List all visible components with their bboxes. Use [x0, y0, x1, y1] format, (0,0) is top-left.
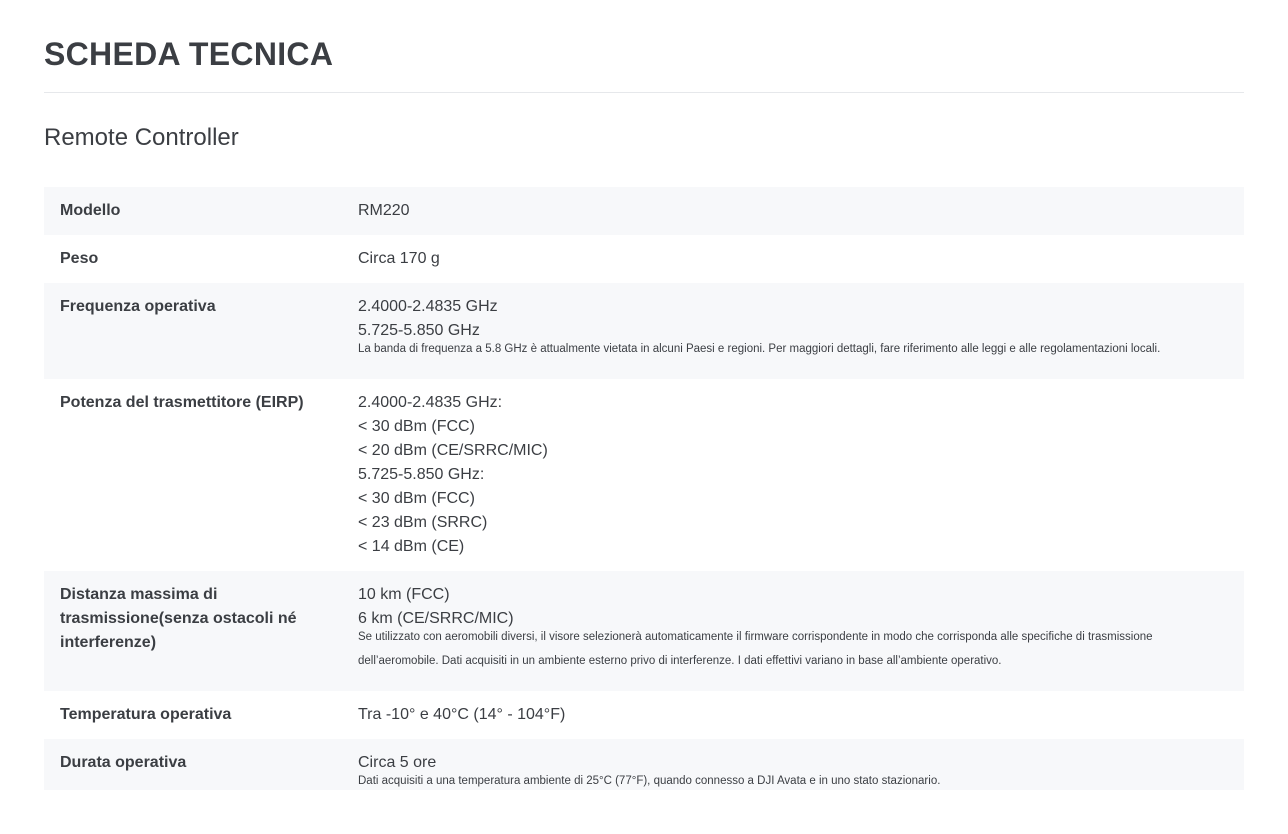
spec-value-line: 10 km (FCC): [358, 586, 450, 603]
spec-value-line: 5.725-5.850 GHz:: [358, 466, 485, 483]
spec-value: [358, 199, 1228, 223]
spec-page: [44, 0, 1244, 790]
spec-value: [358, 391, 1228, 559]
spec-value-line: 2.4000-2.4835 GHz:: [358, 394, 503, 411]
spec-value: [358, 751, 1228, 790]
spec-row-modello: [44, 187, 1244, 235]
spec-value-line: 2.4000-2.4835 GHz: [358, 298, 498, 315]
page-title: SCHEDA TECNICA: [44, 36, 334, 72]
section-title: Remote Controller: [44, 124, 239, 151]
spec-note: La banda di frequenza a 5.8 GHz è attualmente vietata in alcuni Paesi e regioni. Per maggiori dettagli, fare riferimento alle leggi e alle regolamentazioni locali.: [358, 343, 1161, 355]
spec-row-frequenza: [44, 283, 1244, 379]
spec-value-line: RM220: [358, 202, 410, 219]
spec-note: Dati acquisiti a una temperatura ambiente di 25°C (77°F), quando connesso a DJI Avata e in uno stato stazionario.: [358, 775, 941, 787]
spec-value: [358, 583, 1228, 673]
spec-row-durata: [44, 739, 1244, 790]
spec-note: Se utilizzato con aeromobili diversi, il visore selezionerà automaticamente il firmware corrispondente in modo che corrisponda alle specifiche di trasmissione dell’aeromobile. Dati acquisiti in un ambiente esterno privo di interferenze. I dati effettivi variano in base all’ambiente operativo.: [358, 631, 1153, 667]
spec-label: Temperatura operativa: [60, 706, 232, 723]
spec-value-line: < 23 dBm (SRRC): [358, 514, 488, 531]
spec-row-temperatura: [44, 691, 1244, 739]
spec-label: Peso: [60, 250, 99, 267]
spec-table: [44, 187, 1244, 790]
spec-label: Frequenza operativa: [60, 298, 216, 315]
spec-value-line: < 14 dBm (CE): [358, 538, 465, 555]
spec-row-potenza: [44, 379, 1244, 571]
spec-label: Potenza del trasmettitore (EIRP): [60, 394, 304, 411]
spec-value-line: 5.725-5.850 GHz: [358, 322, 480, 339]
spec-value-line: < 30 dBm (FCC): [358, 418, 475, 435]
spec-value-line: < 20 dBm (CE/SRRC/MIC): [358, 442, 548, 459]
spec-label: Durata operativa: [60, 754, 187, 771]
spec-value-line: < 30 dBm (FCC): [358, 490, 475, 507]
spec-value-line: Circa 170 g: [358, 250, 440, 267]
spec-row-distanza: [44, 571, 1244, 691]
spec-value-line: Tra -10° e 40°C (14° - 104°F): [358, 706, 566, 723]
spec-value: [358, 703, 1228, 727]
spec-value-line: Circa 5 ore: [358, 754, 437, 771]
spec-row-peso: [44, 235, 1244, 283]
spec-value: [358, 295, 1228, 361]
spec-value-line: 6 km (CE/SRRC/MIC): [358, 610, 514, 627]
spec-label: Distanza massima di trasmissione(senza ostacoli né interferenze): [60, 586, 297, 651]
title-divider: [44, 92, 1244, 93]
spec-label: Modello: [60, 202, 121, 219]
spec-value: [358, 247, 1228, 271]
